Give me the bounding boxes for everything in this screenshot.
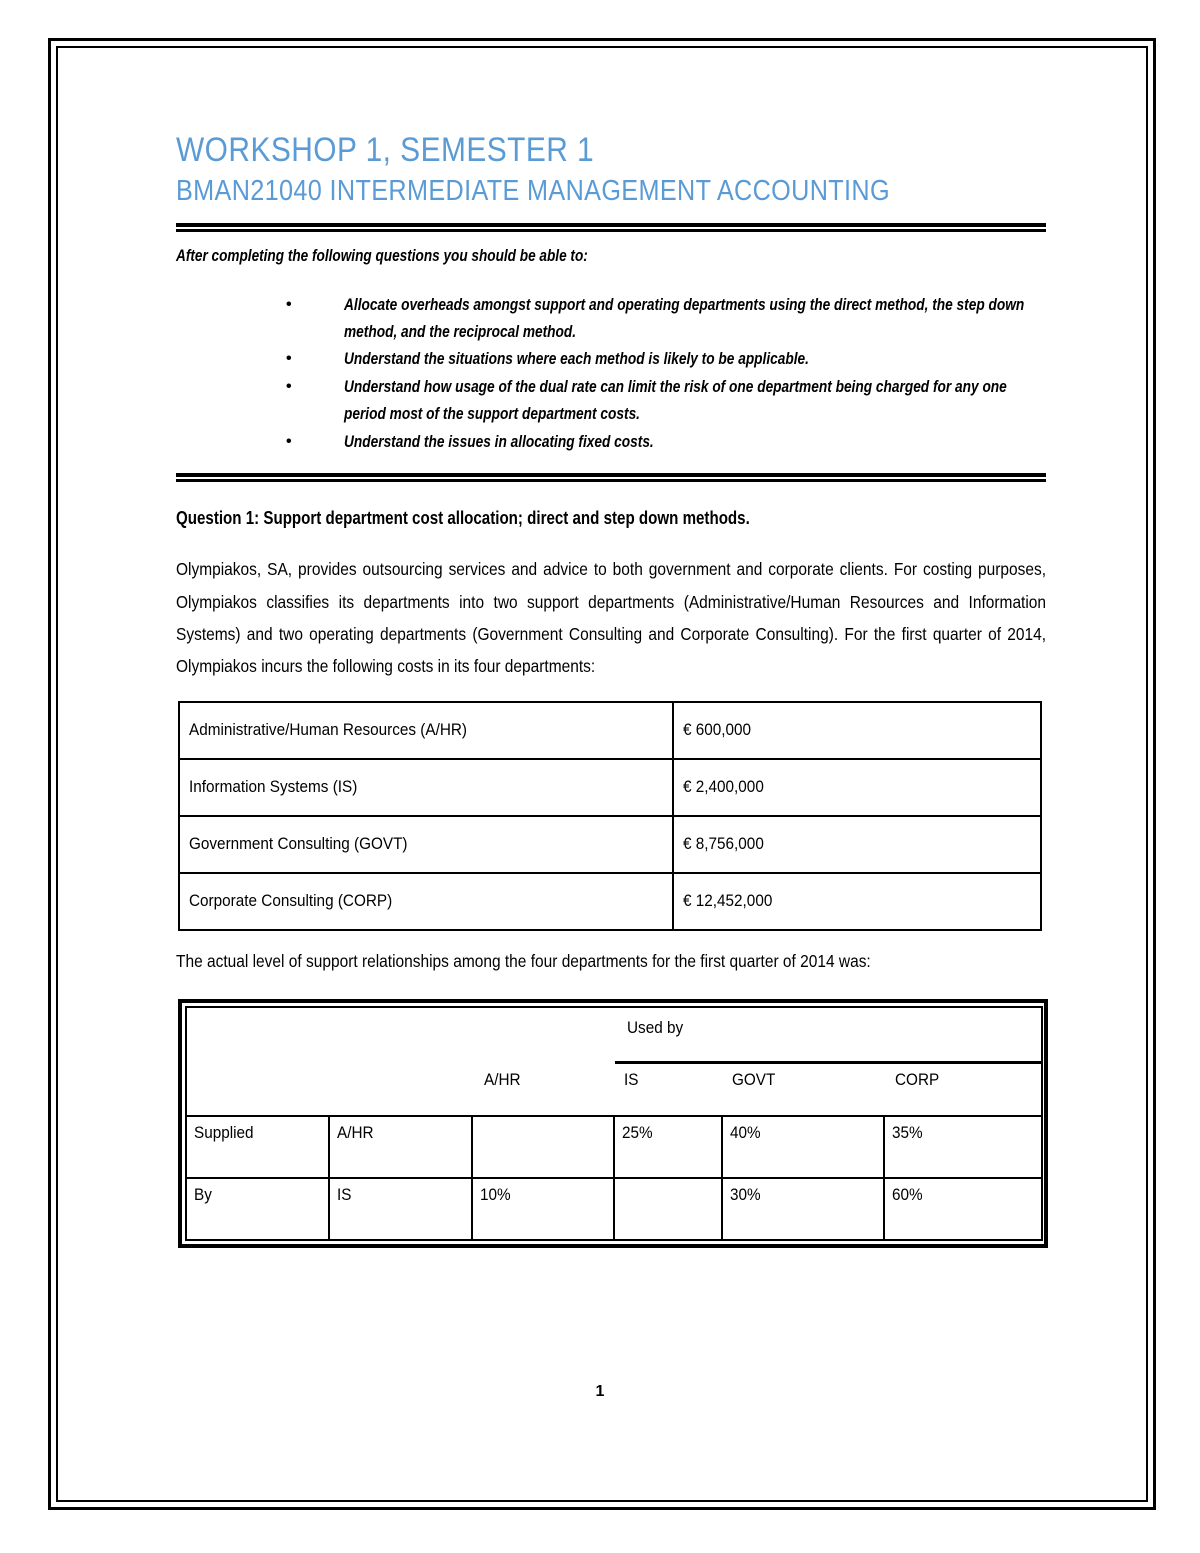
column-header-is: IS xyxy=(624,1070,639,1090)
question-paragraph-1: Olympiakos, SA, provides outsourcing services and advice to both government and corporate clients. For costing purposes, Olympiakos classifies its departments into two support departments (Administrative/Human Resources and Information Systems) and two operating departments (Government Consulting and Corporate Consulting). For the first quarter of 2014, Olympiakos incurs the following costs in its four departments: xyxy=(176,559,1047,677)
column-header-govt: GOVT xyxy=(732,1070,776,1090)
column-header-ahr: A/HR xyxy=(484,1070,521,1090)
divider-question xyxy=(176,473,1046,482)
objective-text: Allocate overheads amongst support and operating departments using the direct method, the step down method, and the reciprocal method. xyxy=(344,295,1025,341)
used-by-label: Used by xyxy=(627,1018,684,1038)
cost-value-cell: € 2,400,000 xyxy=(673,759,1041,816)
usage-ahr-cell: 10% xyxy=(472,1178,614,1240)
usage-is-cell: 25% xyxy=(614,1116,722,1178)
cost-value-cell: € 8,756,000 xyxy=(673,816,1041,873)
usage-corp-cell: 35% xyxy=(884,1116,1042,1178)
question-heading: Question 1: Support department cost allocation; direct and step down methods. xyxy=(176,508,750,529)
page-subtitle: BMAN21040 INTERMEDIATE MANAGEMENT ACCOUNTING xyxy=(176,175,890,208)
objective-text: Understand how usage of the dual rate can limit the risk of one department being charged for any one period most of the support department costs. xyxy=(344,378,1007,423)
objectives-list xyxy=(176,292,1046,455)
usage-is-cell xyxy=(614,1178,722,1240)
table-row xyxy=(179,816,1041,873)
cost-department-cell: Corporate Consulting (CORP) xyxy=(179,873,673,930)
cost-department-cell: Administrative/Human Resources (A/HR) xyxy=(179,702,673,759)
supplied-by-cell: By xyxy=(186,1178,329,1240)
supplied-by-cell: Supplied xyxy=(186,1116,329,1178)
list-item xyxy=(286,292,1046,345)
table-row xyxy=(179,873,1041,930)
cost-value-cell: € 12,452,000 xyxy=(673,873,1041,930)
bullet-icon: • xyxy=(286,350,292,368)
question-paragraph-2: The actual level of support relationships among the four departments for the first quarter of 2014 was: xyxy=(176,950,871,971)
cost-department-cell: Government Consulting (GOVT) xyxy=(179,816,673,873)
supplier-dept-cell: IS xyxy=(329,1178,472,1240)
bullet-icon: • xyxy=(286,432,292,450)
table-header-row xyxy=(186,1007,1042,1116)
used-by-underline xyxy=(615,1061,1041,1064)
table-row xyxy=(179,759,1041,816)
supplier-dept-cell: A/HR xyxy=(329,1116,472,1178)
costs-table xyxy=(178,701,1042,931)
objective-text: Understand the issues in allocating fixed costs. xyxy=(344,432,654,451)
page-number: 1 xyxy=(595,1383,605,1400)
list-item xyxy=(286,346,1046,373)
cost-value-cell: € 600,000 xyxy=(673,702,1041,759)
usage-corp-cell: 60% xyxy=(884,1178,1042,1240)
relationships-table xyxy=(185,1006,1043,1241)
objective-text: Understand the situations where each method is likely to be applicable. xyxy=(344,350,809,369)
usage-ahr-cell xyxy=(472,1116,614,1178)
table-row xyxy=(186,1116,1042,1178)
cost-department-cell: Information Systems (IS) xyxy=(179,759,673,816)
used-by-header-cell xyxy=(186,1007,1042,1116)
column-header-corp: CORP xyxy=(895,1070,940,1090)
page-title: WORKSHOP 1, SEMESTER 1 xyxy=(176,131,595,169)
divider-top xyxy=(176,223,1046,232)
bullet-icon: • xyxy=(286,295,292,313)
table-row xyxy=(179,702,1041,759)
objectives-intro: After completing the following questions you should be able to: xyxy=(176,245,588,265)
bullet-icon: • xyxy=(286,378,292,396)
usage-govt-cell: 40% xyxy=(722,1116,884,1178)
relationships-table-frame xyxy=(178,999,1048,1248)
list-item xyxy=(286,429,1046,456)
document-content xyxy=(176,130,1046,1248)
table-row xyxy=(186,1178,1042,1240)
list-item xyxy=(286,374,1046,427)
usage-govt-cell: 30% xyxy=(722,1178,884,1240)
